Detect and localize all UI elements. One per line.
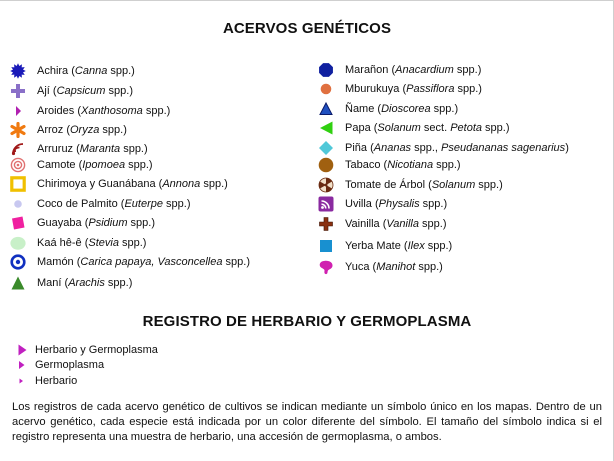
camote-icon [10, 157, 26, 173]
label-text: Coco de Palmito ( [37, 198, 125, 210]
scientific-name: Solanum [431, 179, 476, 191]
label-text: spp.) [162, 198, 191, 210]
scientific-name: Carica papaya, Vasconcellea [80, 256, 223, 268]
arruruz-icon [10, 141, 26, 157]
legend-item-label [37, 141, 148, 157]
label-text: Yerba Mate ( [345, 240, 408, 252]
yerba-mate-icon [318, 238, 334, 254]
label-text: Achira ( [37, 65, 75, 77]
mburukuya-icon [318, 81, 334, 97]
scientific-name: Maranta [79, 143, 121, 155]
scientific-name: Nicotiana [387, 159, 434, 171]
registro-item-label: Germoplasma [35, 359, 105, 371]
legend-item-label [37, 63, 135, 79]
label-text: spp.) [104, 277, 133, 289]
label-text: Tabaco ( [345, 159, 388, 171]
label-text: spp.) [482, 122, 510, 134]
legend-item-label [345, 157, 461, 173]
scientific-name: Ipomoea [82, 159, 126, 171]
legend-item-label [37, 103, 170, 119]
legend-item-label [37, 122, 127, 138]
aroides-icon [10, 103, 26, 119]
legend-item-label [345, 120, 510, 136]
yuca-icon [318, 259, 334, 275]
scientific-name: Pseudananas sagenarius [441, 142, 566, 154]
label-text: spp.) [222, 256, 250, 268]
legend-item-label [37, 275, 132, 291]
legend-item-label [37, 235, 146, 251]
label-text: Maní ( [37, 277, 69, 289]
coco-palmito-icon [10, 196, 26, 212]
herbario-germoplasma-icon [14, 343, 28, 357]
registro-title: REGISTRO DE HERBARIO Y GERMOPLASMA [142, 313, 472, 330]
scientific-name: Arachis [68, 277, 105, 289]
label-text: spp.) [99, 124, 127, 136]
label-text: Ñame ( [345, 103, 382, 115]
label-text: Kaá hê-ê ( [37, 237, 89, 249]
label-text: spp.) [125, 159, 153, 171]
legend-item-label [345, 177, 503, 193]
registro-item-label: Herbario [35, 375, 78, 387]
label-text: spp.) [430, 103, 459, 115]
scientific-name: Physalis [378, 198, 420, 210]
label-text: Tomate de Árbol ( [345, 179, 432, 191]
label-text: Mamón ( [37, 256, 81, 268]
frame-top-border [0, 0, 614, 1]
name-icon [318, 101, 334, 117]
scientific-name: Dioscorea [381, 103, 431, 115]
guayaba-icon [10, 215, 26, 231]
arroz-icon [10, 122, 26, 138]
mamon-icon [10, 254, 26, 270]
papa-icon [318, 120, 334, 136]
germoplasma-icon [14, 358, 28, 372]
scientific-name: Canna [74, 65, 108, 77]
scientific-name: Manihot [376, 261, 416, 273]
label-text: Papa ( [345, 122, 378, 134]
label-text: Guayaba ( [37, 217, 89, 229]
label-text: Yuca ( [345, 261, 377, 273]
scientific-name: Vanilla [386, 218, 419, 230]
tabaco-icon [318, 157, 334, 173]
label-text: Marañon ( [345, 64, 396, 76]
label-text: Mburukuya ( [345, 83, 407, 95]
label-text: spp.) [453, 64, 482, 76]
uvilla-icon [318, 196, 334, 212]
scientific-name: Annona [162, 178, 201, 190]
label-text: Arroz ( [37, 124, 70, 136]
scientific-name: Ilex [407, 240, 425, 252]
legend-item-label [345, 196, 447, 212]
explanation-paragraph: Los registros de cada acervo genético de cultivos se indican mediante un símbolo único en los mapas. Dentro de un acervo genético, cada especie está indicada por un color diferente del símbolo. El tamaño del símbolo indica si el registro representa una muestra de herbario, una accesión de germoplasma, o ambos. [12, 401, 602, 443]
legend-item-label [345, 81, 482, 97]
label-text: spp.) [454, 83, 482, 95]
aji-icon [10, 83, 26, 99]
vainilla-icon [318, 216, 334, 232]
legend-item-label [37, 196, 190, 212]
label-text: Camote ( [37, 159, 83, 171]
scientific-name: Passiflora [406, 83, 455, 95]
legend-item-label [345, 259, 443, 275]
label-text: sect. [420, 122, 451, 134]
label-text: Piña ( [345, 142, 374, 154]
legend-item-label [37, 83, 133, 99]
scientific-name: Anacardium [395, 64, 454, 76]
mani-icon [10, 275, 26, 291]
scientific-name: Psidium [88, 217, 128, 229]
scientific-name: Xanthosoma [81, 105, 143, 117]
scientific-name: Petota [450, 122, 482, 134]
label-text: Chirimoya y Guanábana ( [37, 178, 163, 190]
label-text: spp.) [120, 143, 148, 155]
scientific-name: Capsicum [56, 85, 106, 97]
maranon-icon [318, 62, 334, 78]
chirimoya-icon [10, 176, 26, 192]
label-text: spp., [411, 142, 442, 154]
label-text: Arruruz ( [37, 143, 80, 155]
kaa-hee-icon [10, 235, 26, 251]
label-text: spp.) [424, 240, 453, 252]
label-text: spp.) [105, 85, 133, 97]
label-text: spp.) [118, 237, 147, 249]
pina-icon [318, 140, 334, 156]
scientific-name: Ananas [373, 142, 412, 154]
legend-item-label [37, 176, 228, 192]
scientific-name: Stevia [88, 237, 119, 249]
label-text: Ají ( [37, 85, 57, 97]
legend-item-label [345, 101, 458, 117]
legend-item-label [345, 62, 481, 78]
achira-icon [10, 63, 26, 79]
label-text: spp.) [142, 105, 171, 117]
label-text: spp.) [419, 218, 447, 230]
legend-item-label [345, 140, 569, 156]
label-text: spp.) [475, 179, 503, 191]
legend-item-label [345, 216, 447, 232]
label-text: Uvilla ( [345, 198, 379, 210]
label-text: spp.) [107, 65, 135, 77]
acervos-title: ACERVOS GENÉTICOS [222, 20, 392, 37]
legend-item-label [37, 254, 250, 270]
scientific-name: Oryza [70, 124, 100, 136]
label-text: spp.) [200, 178, 228, 190]
label-text: spp.) [419, 198, 448, 210]
scientific-name: Euterpe [124, 198, 163, 210]
label-text: ) [565, 142, 569, 154]
label-text: spp.) [127, 217, 156, 229]
registro-item-label: Herbario y Germoplasma [35, 344, 158, 356]
legend-item-label [345, 238, 452, 254]
label-text: spp.) [415, 261, 443, 273]
label-text: Vainilla ( [345, 218, 387, 230]
legend-item-label [37, 157, 153, 173]
label-text: Aroides ( [37, 105, 82, 117]
label-text: spp.) [433, 159, 461, 171]
herbario-icon [14, 374, 28, 388]
tomate-arbol-icon [318, 177, 334, 193]
legend-item-label [37, 215, 155, 231]
scientific-name: Solanum [377, 122, 421, 134]
